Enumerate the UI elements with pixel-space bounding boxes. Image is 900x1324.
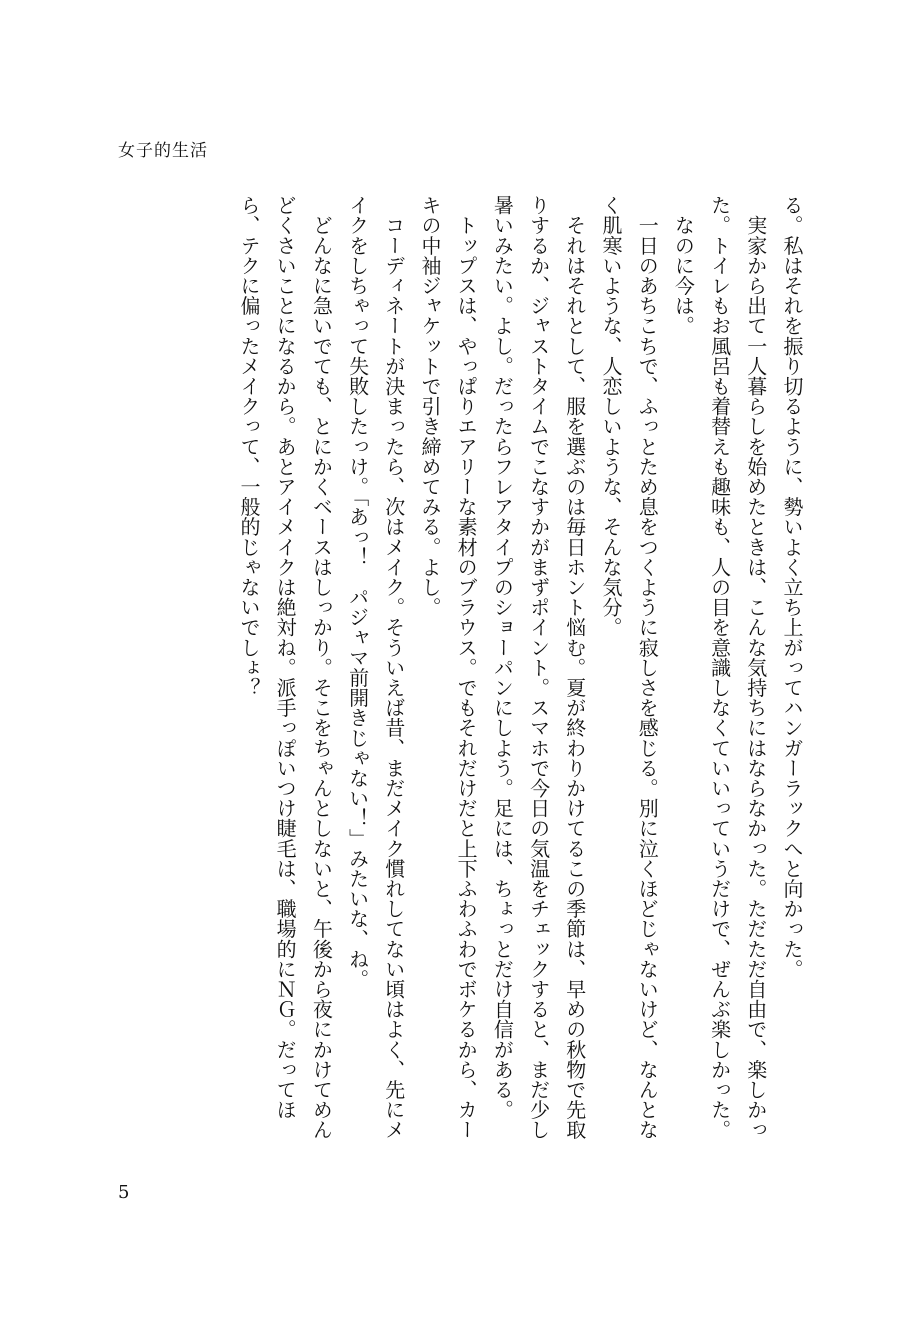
- paragraph: それはそれとして、服を選ぶのは毎日ホント悩む。夏が終わりかけてるこの季節は、早めの秋物で先取りするか、ジャストタイムでこなすかがまずポイント。スマホで今日の気温をチェックすると、まだ少し暑いみたい。よし。だったらフレアタイプのショーパンにしよう。足には、ちょっとだけ自信がある。: [490, 195, 587, 1140]
- paragraph: 一日のあちこちで、ふっとため息をつくように寂しさを感じる。別に泣くほどじゃないけど、なんとなく肌寒いような、人恋しいような、そんな気分。: [598, 195, 660, 1140]
- paragraph: どんなに急いでても、とにかくベースはしっかり。そこをちゃんとしないと、午後から夜にかけてめんどくさいことになるから。あとアイメイクは絶対ね。派手っぽいつけ睫毛は、職場的にＮＧ。だってほら、テクに偏ったメイクって、一般的じゃないでしょ？: [236, 195, 334, 1140]
- paragraph: る。私はそれを振り切るように、勢いよく立ち上がってハンガーラックへと向かった。: [780, 195, 804, 979]
- paragraph: なのに今は。: [671, 195, 696, 336]
- running-head: 女子的生活: [118, 141, 208, 161]
- paragraph: コーディネートが決まったら、次はメイク。そういえば昔、まだメイク慣れしてない頃はよく、先にメイクをしちゃって失敗したっけ。「あっ！ パジャマ前開きじゃない！」みたいな、ね。: [345, 195, 406, 1140]
- paragraph: トップスは、やっぱりエアリーな素材のブラウス。でもそれだけだと上下ふわふわでボケるから、カーキの中袖ジャケットで引き締めてみる。よし。: [417, 195, 479, 1140]
- page-number: 5: [118, 1182, 130, 1203]
- body-text: [90, 195, 810, 1155]
- paragraph: 実家から出て一人暮らしを始めたときは、こんな気持ちにはならなかった。ただただ自由で、楽しかった。トイレもお風呂も着替えも趣味も、人の目を意識しなくていいっていうだけで、ぜんぶ楽しかった。: [707, 195, 768, 1140]
